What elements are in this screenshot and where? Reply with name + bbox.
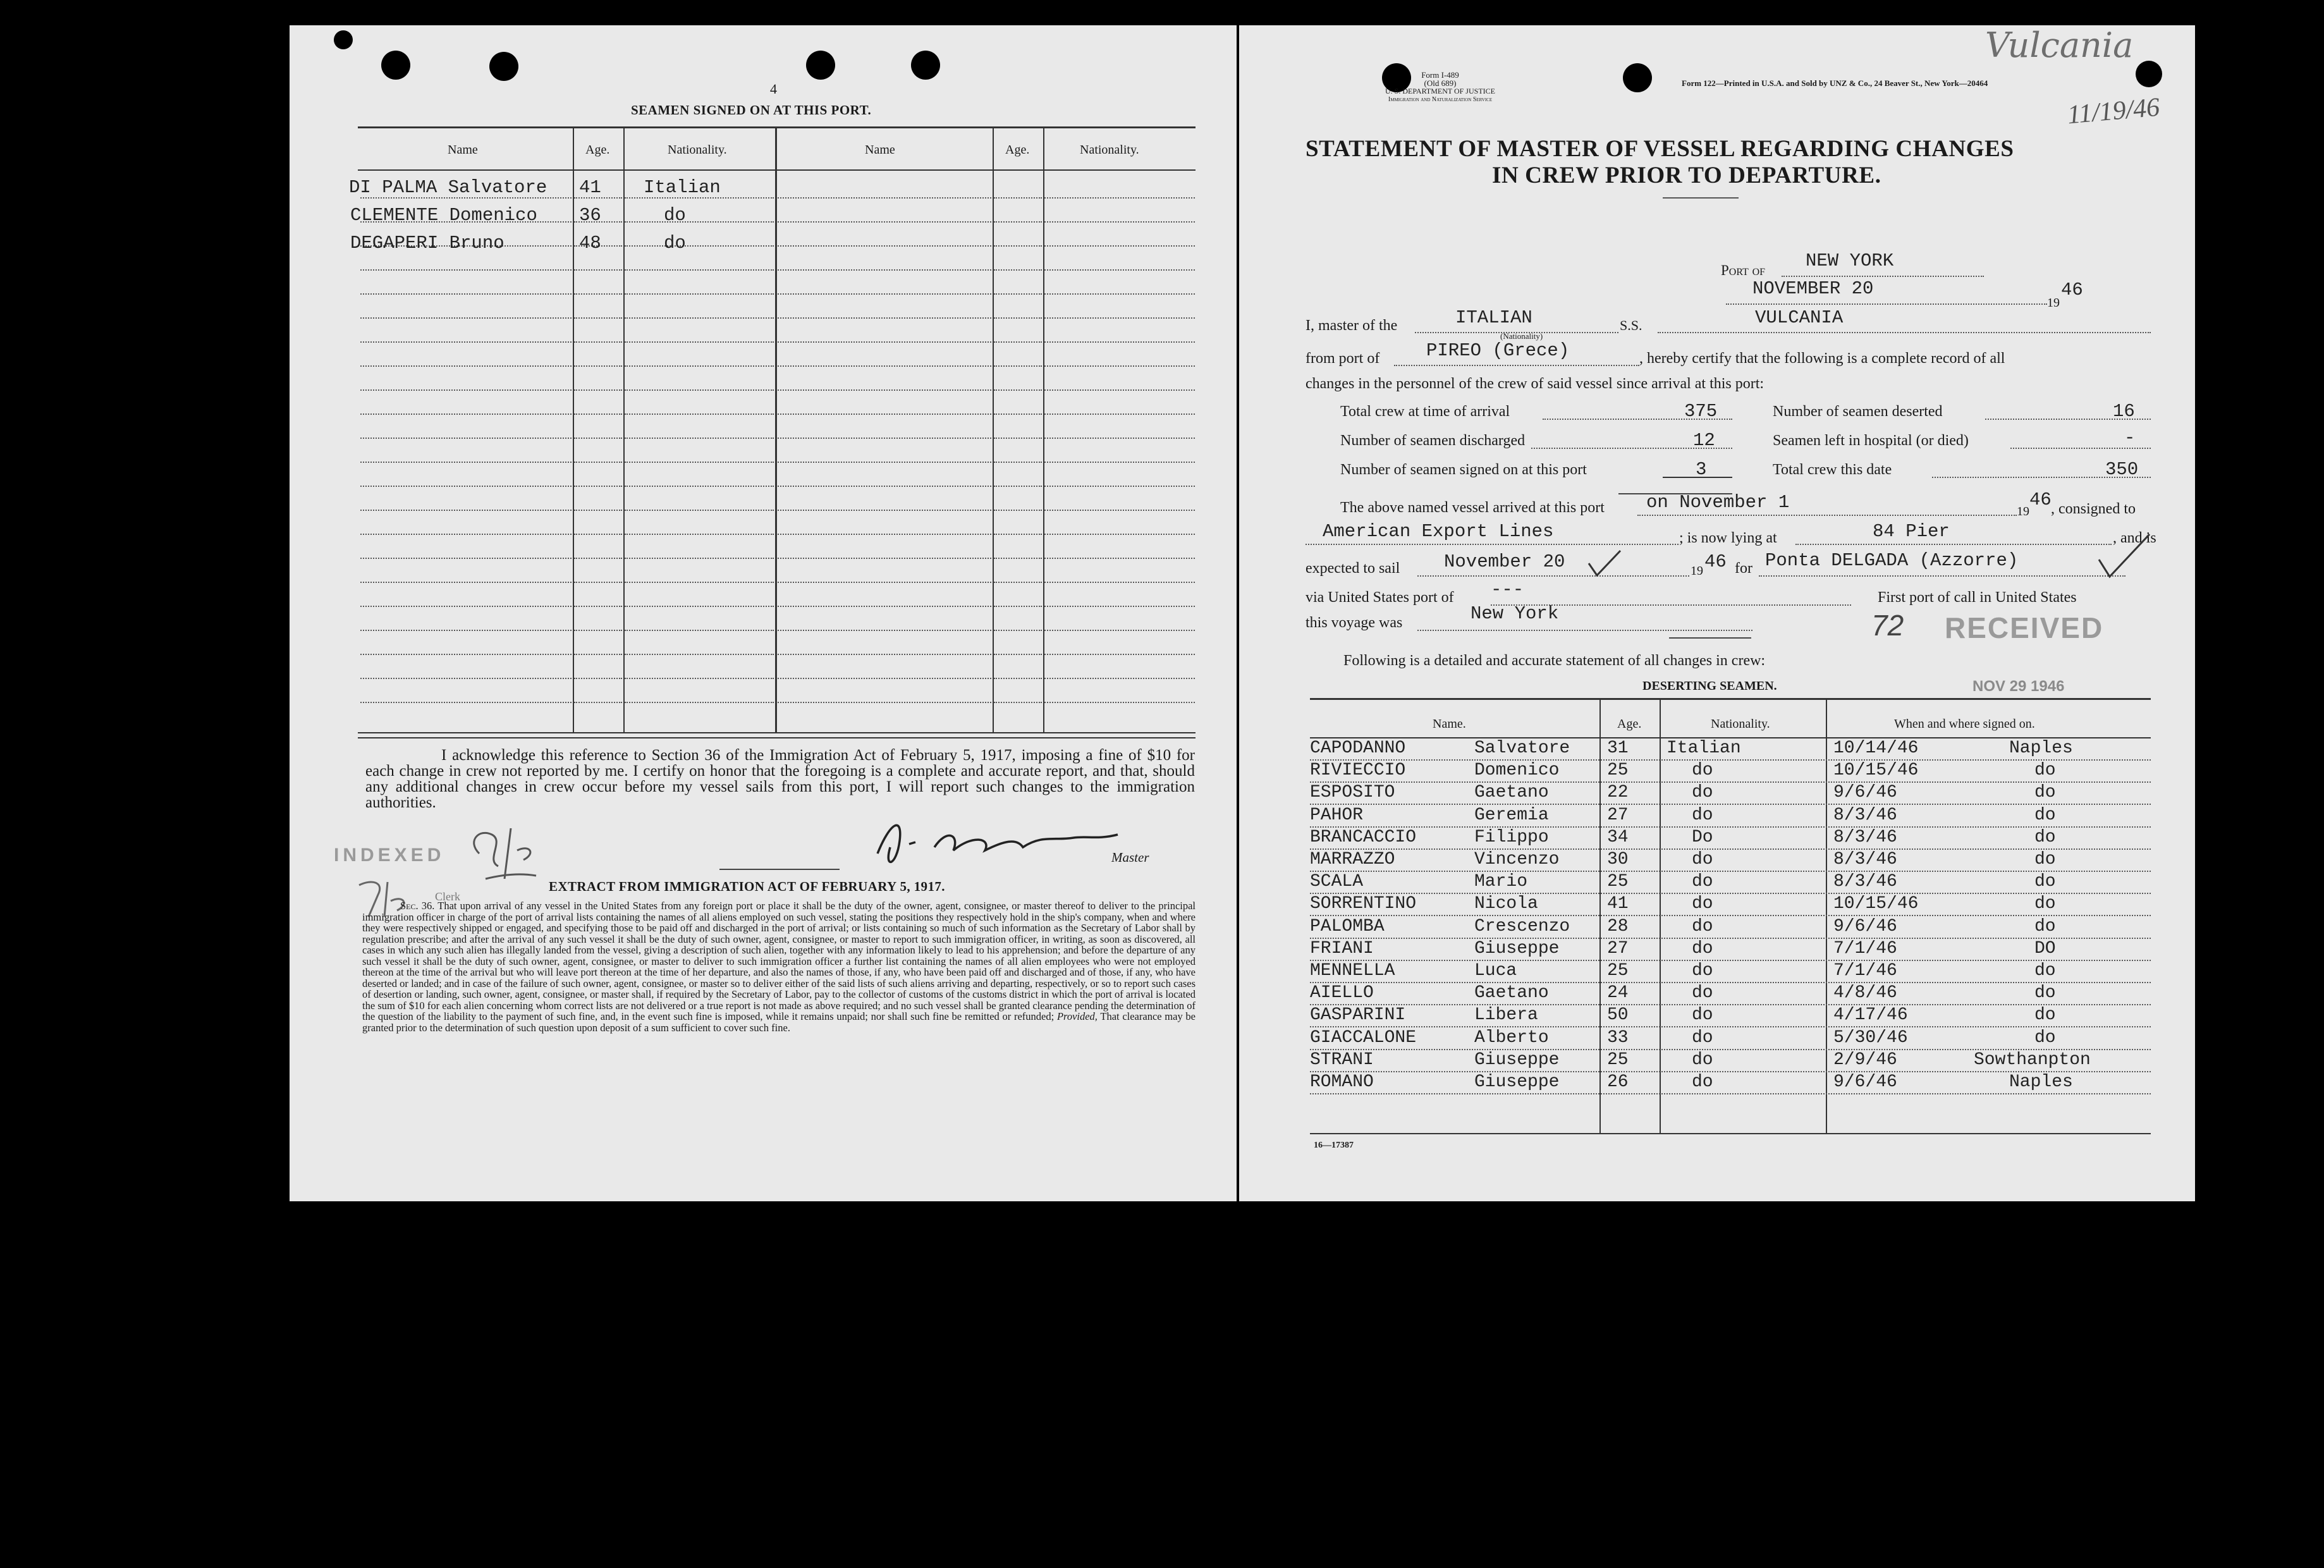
changes-text: changes in the personnel of the crew of said vessel since arrival at this port: xyxy=(1306,376,1764,392)
crew-age: 41 xyxy=(1607,894,1629,914)
crew-surname: AIELLO xyxy=(1310,983,1374,1003)
left-page xyxy=(290,25,1237,1201)
expected-label: expected to sail xyxy=(1306,560,1400,577)
crew-nationality: do xyxy=(1692,872,1713,892)
via-label: via United States port of xyxy=(1306,589,1454,606)
crew-given-name: Giuseppe xyxy=(1474,1072,1560,1092)
crew-nationality: do xyxy=(1692,938,1713,959)
crew-given-name: Giuseppe xyxy=(1474,1050,1560,1070)
total-crew-date-value: 350 xyxy=(2105,459,2139,480)
crew-signed-place: do xyxy=(2034,983,2056,1003)
crew-given-name: Gaetano xyxy=(1474,983,1549,1003)
seaman-age: 36 xyxy=(579,205,601,226)
section-title: SEAMEN SIGNED ON AT THIS PORT. xyxy=(631,102,872,118)
column-header-age: Age. xyxy=(585,143,610,157)
from-port-value: PIREO (Grece) xyxy=(1426,340,1570,361)
total-crew-arrival-label: Total crew at time of arrival xyxy=(1340,403,1510,420)
crew-nationality: Do xyxy=(1692,827,1713,847)
consigned-label: , consigned to xyxy=(2051,501,2136,517)
seaman-name: DI PALMA Salvatore xyxy=(349,177,547,198)
form-number: Form I-489 xyxy=(1421,70,1459,80)
for-label: for xyxy=(1735,560,1752,577)
crew-age: 33 xyxy=(1607,1027,1629,1048)
checkmark-icon xyxy=(1586,548,1624,579)
crew-signed-date: 8/3/46 xyxy=(1833,850,1897,869)
date-value: NOVEMBER 20 xyxy=(1752,278,1874,299)
seaman-age: 41 xyxy=(579,177,601,198)
crew-surname: MENNELLA xyxy=(1310,961,1395,981)
crew-signed-place: Naples xyxy=(2009,738,2073,758)
extract-title: EXTRACT FROM IMMIGRATION ACT OF FEBRUARY 5, 1917. xyxy=(549,879,945,894)
crew-given-name: Luca xyxy=(1474,961,1517,981)
vessel-value: VULCANIA xyxy=(1755,307,1844,328)
port-label: Port of xyxy=(1721,262,1766,278)
crew-signed-date: 10/15/46 xyxy=(1833,761,1919,781)
crew-surname: FRIANI xyxy=(1310,938,1374,959)
column-header-name: Name xyxy=(865,143,895,157)
crew-signed-place: do xyxy=(2034,1027,2056,1048)
total-crew-date-label: Total crew this date xyxy=(1773,462,1892,478)
crew-age: 25 xyxy=(1607,761,1629,781)
crew-age: 22 xyxy=(1607,783,1629,803)
crew-age: 24 xyxy=(1607,983,1629,1003)
hospital-value: - xyxy=(2124,427,2136,448)
consignee-value: American Export Lines xyxy=(1323,521,1554,542)
crew-signed-place: do xyxy=(2034,783,2056,803)
year-prefix: 19 xyxy=(2047,296,2060,310)
crew-age: 25 xyxy=(1607,961,1629,981)
and-is-label: , and is xyxy=(2113,530,2156,546)
crew-age: 26 xyxy=(1607,1072,1629,1092)
checkmark-icon xyxy=(2096,531,2153,582)
arrived-year: 46 xyxy=(2029,489,2052,510)
crew-signed-place: do xyxy=(2034,872,2056,892)
nationality-value: ITALIAN xyxy=(1455,307,1532,328)
following-text: Following is a detailed and accurate statement of all changes in crew: xyxy=(1343,652,1766,669)
crew-surname: SORRENTINO xyxy=(1310,894,1417,914)
crew-age: 34 xyxy=(1607,827,1629,847)
crew-nationality: do xyxy=(1692,1005,1713,1026)
crew-nationality: do xyxy=(1692,916,1713,936)
crew-surname: STRANI xyxy=(1310,1050,1374,1070)
crew-age: 27 xyxy=(1607,938,1629,959)
master-signature xyxy=(865,809,1137,879)
crew-signed-place: do xyxy=(2034,894,2056,914)
seaman-nationality: do xyxy=(664,233,686,254)
page-number: 4 xyxy=(770,81,777,97)
crew-given-name: Salvatore xyxy=(1474,738,1570,758)
crew-signed-place: do xyxy=(2034,961,2056,981)
indexed-stamp: INDEXED xyxy=(334,845,445,866)
crew-surname: PALOMBA xyxy=(1310,916,1385,936)
year-value: 46 xyxy=(2061,279,2083,300)
printer-note: Form 122—Printed in U.S.A. and Sold by UNZ & Co., 24 Beaver St., New York—20464 xyxy=(1682,78,1988,88)
crew-surname: ROMANO xyxy=(1310,1072,1374,1092)
crew-signed-place: DO xyxy=(2034,938,2056,959)
sail-date-value: November 20 xyxy=(1444,551,1565,572)
crew-given-name: Giuseppe xyxy=(1474,938,1560,959)
column-header-signed-on: When and where signed on. xyxy=(1894,717,2035,731)
provided-label: Provided, xyxy=(1056,1010,1098,1022)
signed-on-label: Number of seamen signed on at this port xyxy=(1340,462,1587,478)
hospital-label: Seamen left in hospital (or died) xyxy=(1773,432,1969,449)
punch-hole-icon xyxy=(2136,61,2162,87)
crew-signed-place: Sowthanpton xyxy=(1974,1050,2091,1070)
destination-value: Ponta DELGADA (Azzorre) xyxy=(1765,550,2019,571)
crew-given-name: Geremia xyxy=(1474,805,1549,825)
section-label: Sec. 36. xyxy=(400,900,435,912)
crew-signed-date: 10/15/46 xyxy=(1833,894,1919,914)
crew-signed-date: 2/9/46 xyxy=(1833,1050,1897,1070)
crew-nationality: Italian xyxy=(1667,738,1741,758)
column-header-nationality: Nationality. xyxy=(1711,717,1770,731)
column-header-age: Age. xyxy=(1005,143,1030,157)
crew-age: 28 xyxy=(1607,916,1629,936)
crew-signed-date: 4/17/46 xyxy=(1833,1005,1908,1026)
sail-year: 46 xyxy=(1704,551,1727,572)
crew-given-name: Mario xyxy=(1474,872,1528,892)
clerk-label: Clerk xyxy=(435,890,460,903)
crew-nationality: do xyxy=(1692,783,1713,803)
seaman-nationality: do xyxy=(664,205,686,226)
form-title-line2: IN CREW PRIOR TO DEPARTURE. xyxy=(1492,162,1881,188)
master-label: Master xyxy=(1111,850,1149,865)
discharged-value: 12 xyxy=(1693,430,1715,451)
service: Immigration and Naturalization Service xyxy=(1388,96,1493,103)
crew-surname: RIVIECCIO xyxy=(1310,761,1406,781)
crew-given-name: Nicola xyxy=(1474,894,1538,914)
crew-given-name: Domenico xyxy=(1474,761,1560,781)
crew-nationality: do xyxy=(1692,983,1713,1003)
table-row xyxy=(350,233,505,254)
crew-surname: GASPARINI xyxy=(1310,1005,1406,1026)
voyage-label: this voyage was xyxy=(1306,615,1403,631)
seaman-name: CLEMENTE Domenico xyxy=(350,205,537,226)
seaman-nationality: Italian xyxy=(644,177,721,198)
crew-signed-date: 8/3/46 xyxy=(1833,805,1897,825)
crew-given-name: Gaetano xyxy=(1474,783,1549,803)
crew-signed-date: 8/3/46 xyxy=(1833,872,1897,892)
certify-text: , hereby certify that the following is a complete record of all xyxy=(1639,350,2005,367)
arrived-label: The above named vessel arrived at this port xyxy=(1340,499,1605,516)
voyage-value: New York xyxy=(1471,603,1559,624)
crew-surname: CAPODANNO xyxy=(1310,738,1406,758)
table-row xyxy=(349,177,547,198)
column-header-nationality: Nationality. xyxy=(668,143,727,157)
crew-signed-place: do xyxy=(2034,916,2056,936)
crew-age: 31 xyxy=(1607,738,1629,758)
crew-age: 25 xyxy=(1607,872,1629,892)
punch-hole-icon xyxy=(381,51,410,80)
handwritten-vessel-name: Vulcania xyxy=(1985,25,2134,65)
punch-hole-icon xyxy=(334,30,353,49)
department: U. S. DEPARTMENT OF JUSTICE xyxy=(1385,87,1495,95)
crew-signed-place: Naples xyxy=(2009,1072,2073,1092)
pier-value: 84 Pier xyxy=(1873,521,1950,542)
crew-surname: SCALA xyxy=(1310,872,1364,892)
table-row xyxy=(350,205,537,226)
year-prefix: 19 xyxy=(2017,505,2029,518)
footer-code: 16—17387 xyxy=(1314,1141,1354,1150)
punch-hole-icon xyxy=(806,51,835,80)
crew-signed-date: 4/8/46 xyxy=(1833,983,1897,1003)
from-port-label: from port of xyxy=(1306,350,1380,367)
punch-hole-icon xyxy=(1623,63,1652,92)
crew-nationality: do xyxy=(1692,961,1713,981)
punch-hole-icon xyxy=(911,51,940,80)
port-value: NEW YORK xyxy=(1806,250,1894,271)
crew-surname: MARRAZZO xyxy=(1310,850,1395,869)
crew-age: 50 xyxy=(1607,1005,1629,1026)
handwritten-initials xyxy=(460,816,549,898)
crew-signed-place: do xyxy=(2034,1005,2056,1026)
crew-age: 30 xyxy=(1607,850,1629,869)
handwritten-number: 72 xyxy=(1871,609,1904,642)
punch-hole-icon xyxy=(489,52,518,81)
crew-given-name: Libera xyxy=(1474,1005,1538,1026)
extract-body: That upon arrival of any vessel in the United States from any foreign port or place it shall be the duty of the owner, agent, consignee, or master thereof to deliver to the principal immigration officer in charge of the port of arrival lists containing the names of all aliens employed on such vessel, stating the positions they respectively hold in the ship's company, when and where they were respectively shipped or engaged, and specifying those to be paid off and discharged in the port of arrival; or lists containing so much of such information as the Secretary of Labor shall by regulation prescribe; and after the arrival of any such vessel it shall be the duty of such owner, agent, consignee, or master to report to such immigration officer, in writing, as soon as discovered, all cases in which any such alien has illegally landed from the vessel, giving a description of such alien, together with any information likely to lead to his apprehension; and before the departure of any such vessel it shall be the duty of such owner, agent, consignee, or master to deliver to such immigration officer a further list containing the names of all alien employees who were not employed thereon at the time of the arrival but who will leave port thereon at the time of her departure, and also the names of those, if any, who have been paid off and discharged and of those, if any, who have deserted or landed; and in case of the failure of such owner, agent, consignee, or master so to deliver either of the said lists of such aliens arriving and departing, respectively, or so to report such cases of desertion or landing, such owner, agent, consignee, or master shall, if required by the Secretary of Labor, pay to the collector of customs of the customs district in which the port of arrival is located the sum of $10 for each alien concerning whom correct lists are not delivered or a true report is not made as above required; and no such vessel shall be granted clearance pending the determination of the question of the liability to the payment of such fine, and, in the event such fine is imposed, while it remains unpaid; nor shall such fine be remitted or refunded; xyxy=(362,900,1196,1022)
handwritten-date: 11/19/46 xyxy=(2066,92,2161,130)
crew-signed-place: do xyxy=(2034,827,2056,847)
crew-given-name: Crescenzo xyxy=(1474,916,1570,936)
acknowledgment-text: I acknowledge this reference to Section 36 of the Immigration Act of February 5, 1917, imposing a fine of $10 for each change in crew not reported by me. I certify on honor that the foregoing is a complete and accurate report, and that, should any additional changes in crew occur before my vessel sails from this port, I will report such changes to the immigration authorities. xyxy=(365,747,1195,811)
total-crew-arrival-value: 375 xyxy=(1684,401,1718,422)
year-prefix: 19 xyxy=(1691,564,1703,578)
deserting-title: DESERTING SEAMEN. xyxy=(1642,679,1777,693)
crew-surname: ESPOSITO xyxy=(1310,783,1395,803)
crew-signed-date: 9/6/46 xyxy=(1833,783,1897,803)
seaman-name: DEGAPERI Bruno xyxy=(350,233,505,254)
crew-surname: GIACCALONE xyxy=(1310,1027,1417,1048)
extract-text xyxy=(362,900,1196,1033)
crew-nationality: do xyxy=(1692,1027,1713,1048)
crew-signed-date: 9/6/46 xyxy=(1833,916,1897,936)
crew-nationality: do xyxy=(1692,1050,1713,1070)
column-header-age: Age. xyxy=(1617,717,1642,731)
crew-signed-date: 9/6/46 xyxy=(1833,1072,1897,1092)
crew-surname: PAHOR xyxy=(1310,805,1364,825)
column-header-name: Name xyxy=(448,143,478,157)
crew-nationality: do xyxy=(1692,850,1713,869)
crew-nationality: do xyxy=(1692,761,1713,781)
right-page xyxy=(1239,25,2195,1201)
form-old-number: (Old 689) xyxy=(1424,78,1457,88)
crew-nationality: do xyxy=(1692,805,1713,825)
crew-given-name: Vincenzo xyxy=(1474,850,1560,869)
crew-signed-place: do xyxy=(2034,850,2056,869)
ss-label: S.S. xyxy=(1620,317,1642,333)
extract-tail: That clearance may be granted prior to the determination of such question upon deposit of a sum sufficient to cover such fine. xyxy=(362,1010,1196,1034)
seaman-age: 48 xyxy=(579,233,601,254)
deserted-value: 16 xyxy=(2113,401,2135,422)
arrived-value: on November 1 xyxy=(1646,492,1790,513)
column-header-nationality: Nationality. xyxy=(1080,143,1139,157)
discharged-label: Number of seamen discharged xyxy=(1340,432,1526,449)
crew-nationality: do xyxy=(1692,894,1713,914)
form-title-line1: STATEMENT OF MASTER OF VESSEL REGARDING CHANGES xyxy=(1306,136,2014,162)
column-header-name: Name. xyxy=(1433,717,1466,731)
form-info xyxy=(1377,71,1503,104)
deserted-label: Number of seamen deserted xyxy=(1773,403,1943,420)
crew-surname: BRANCACCIO xyxy=(1310,827,1417,847)
first-port-label: First port of call in United States xyxy=(1878,589,2077,606)
received-date-stamp: NOV 29 1946 xyxy=(1972,678,2065,695)
crew-age: 25 xyxy=(1607,1050,1629,1070)
received-stamp: RECEIVED xyxy=(1945,611,2104,644)
crew-signed-date: 7/1/46 xyxy=(1833,938,1897,959)
crew-signed-date: 7/1/46 xyxy=(1833,961,1897,981)
crew-nationality: do xyxy=(1692,1072,1713,1092)
via-value: --- xyxy=(1491,579,1524,600)
crew-signed-date: 10/14/46 xyxy=(1833,738,1919,758)
lying-label: ; is now lying at xyxy=(1679,530,1777,546)
crew-signed-date: 5/30/46 xyxy=(1833,1027,1908,1048)
crew-given-name: Filippo xyxy=(1474,827,1549,847)
crew-signed-place: do xyxy=(2034,761,2056,781)
crew-given-name: Alberto xyxy=(1474,1027,1549,1048)
nationality-caption: (Nationality) xyxy=(1500,331,1543,341)
signed-on-value: 3 xyxy=(1696,459,1707,480)
master-of-label: I, master of the xyxy=(1306,317,1398,334)
crew-signed-date: 8/3/46 xyxy=(1833,827,1897,847)
crew-signed-place: do xyxy=(2034,805,2056,825)
crew-age: 27 xyxy=(1607,805,1629,825)
